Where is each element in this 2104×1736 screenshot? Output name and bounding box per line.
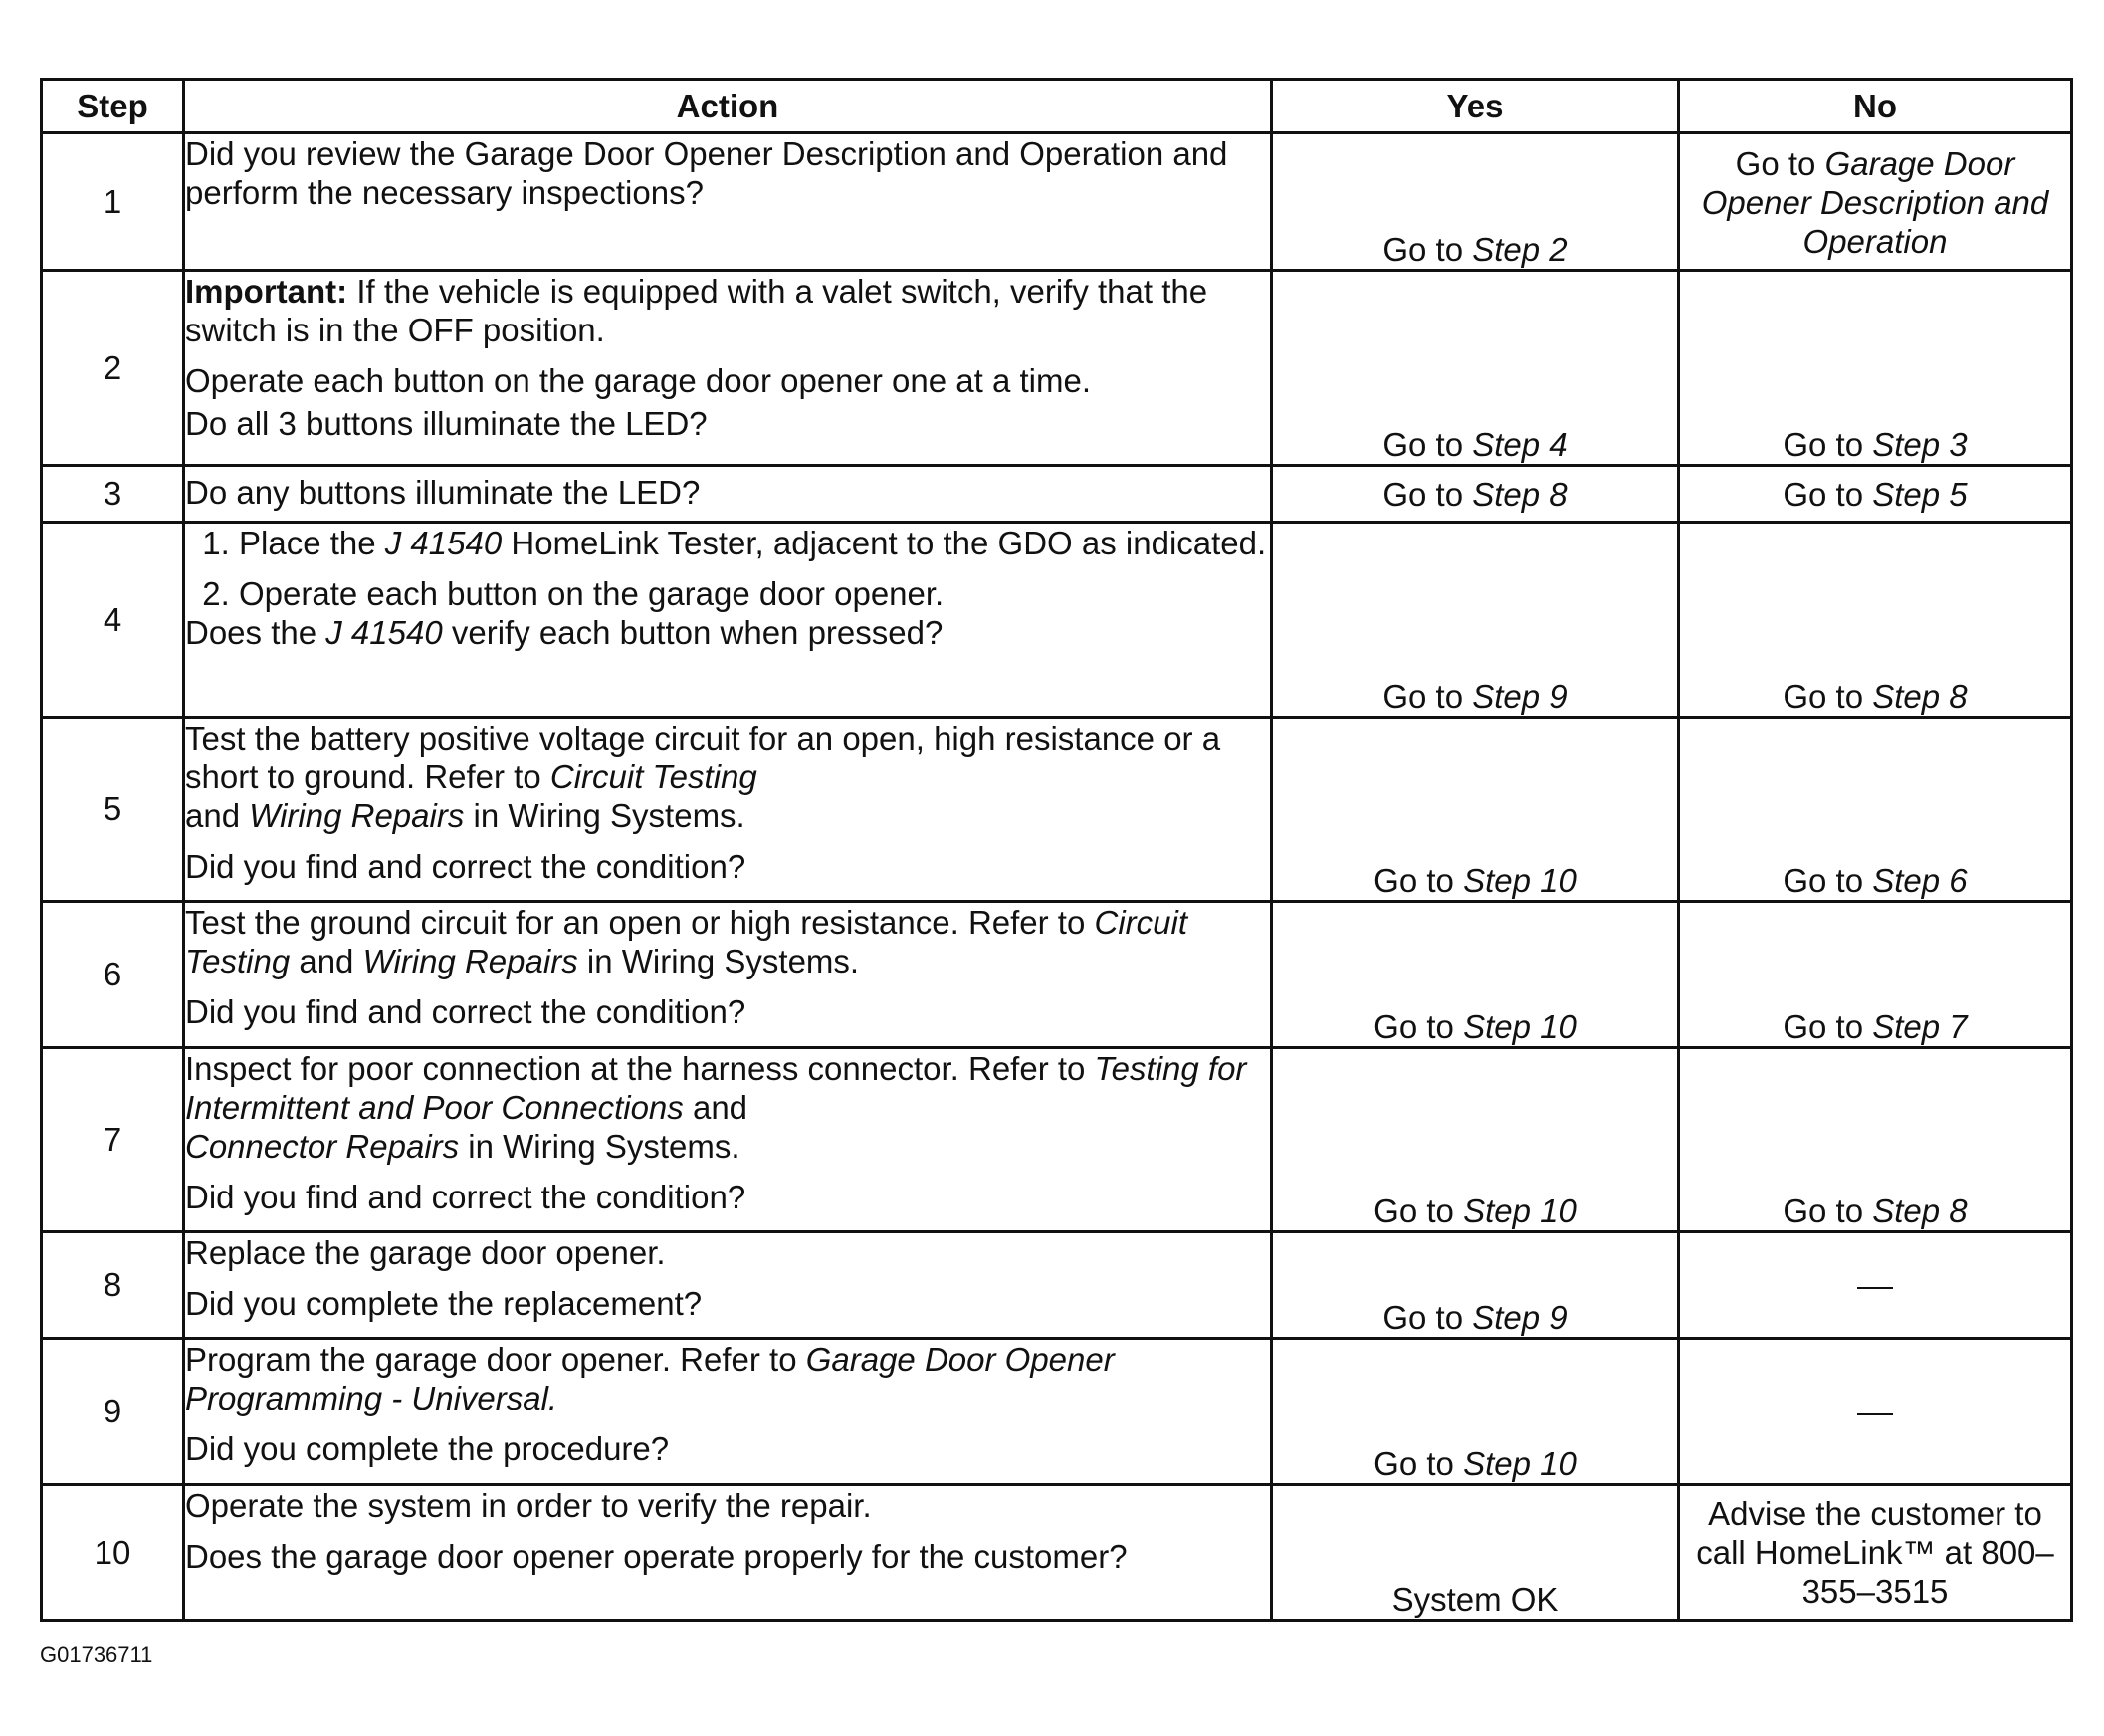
procedure-item: [239, 524, 1270, 562]
yes-cell: [1272, 466, 1679, 523]
reference-link[interactable]: Circuit Testing: [185, 904, 1188, 979]
no-reference-link[interactable]: Garage Door Opener Description and Operation: [1701, 145, 2049, 260]
procedure-item: [239, 574, 1270, 613]
procedure-text: HomeLink Tester, adjacent to the GDO as indicated.: [502, 525, 1267, 561]
action-question: Did you complete the replacement?: [185, 1285, 703, 1322]
step-number: 1: [42, 133, 184, 271]
yes-prefix: Go to: [1373, 1445, 1464, 1482]
action-question: Did you find and correct the condition?: [185, 848, 746, 885]
reference-link[interactable]: Testing for Intermittent and Poor Connections: [185, 1050, 1247, 1126]
action-text: [185, 903, 1270, 980]
no-step-link[interactable]: Step 5: [1872, 475, 1968, 513]
yes-result: System OK: [1391, 1581, 1559, 1618]
yes-step-link[interactable]: Step 4: [1472, 426, 1568, 463]
action-text-part: Inspect for poor connection at the harness connector. Refer to: [185, 1050, 1095, 1087]
header-no: No: [1679, 80, 2072, 133]
header-action: Action: [184, 80, 1272, 133]
action-cell: [184, 902, 1272, 1048]
yes-prefix: Go to: [1382, 678, 1473, 715]
no-cell: [1679, 523, 2072, 718]
step-number: 7: [42, 1048, 184, 1232]
yes-prefix: Go to: [1382, 231, 1473, 268]
yes-prefix: Go to: [1373, 862, 1464, 899]
action-text-part: Program the garage door opener. Refer to: [185, 1341, 806, 1378]
no-prefix: Go to: [1783, 475, 1873, 513]
yes-cell: [1272, 133, 1679, 271]
table-row: [42, 1048, 2072, 1232]
no-prefix: Go to: [1783, 1008, 1873, 1045]
no-step-link[interactable]: Step 8: [1872, 678, 1968, 715]
important-text: If the vehicle is equipped with a valet switch, verify that the switch is in the OFF position.: [185, 273, 1208, 348]
diagnostic-table: [40, 78, 2073, 1622]
yes-step-link[interactable]: Step 8: [1472, 475, 1568, 513]
no-step-link[interactable]: Step 7: [1872, 1008, 1968, 1045]
yes-cell: [1272, 1339, 1679, 1485]
no-cell: [1679, 1232, 2072, 1339]
step-number: 8: [42, 1232, 184, 1339]
action-text: Did you review the Garage Door Opener Description and Operation and perform the necessary inspections?: [185, 135, 1228, 211]
action-cell: [184, 1048, 1272, 1232]
action-text: [185, 1340, 1270, 1417]
yes-step-link[interactable]: Step 9: [1472, 678, 1568, 715]
no-cell: [1679, 271, 2072, 466]
no-step-link[interactable]: Step 3: [1872, 426, 1968, 463]
action-question: [185, 613, 1270, 652]
action-text: [185, 719, 1270, 835]
table-row: [42, 523, 2072, 718]
yes-step-link[interactable]: Step 10: [1463, 1008, 1577, 1045]
action-cell: [184, 1232, 1272, 1339]
yes-cell: [1272, 718, 1679, 902]
yes-cell: [1272, 1485, 1679, 1621]
table-row: [42, 1339, 2072, 1485]
no-cell: [1679, 466, 2072, 523]
step-number: 10: [42, 1485, 184, 1621]
tool-number: J 41540: [325, 614, 443, 651]
action-text-part: and: [290, 943, 363, 979]
no-prefix: Go to: [1783, 862, 1873, 899]
procedure-text: Place the: [239, 525, 385, 561]
yes-step-link[interactable]: Step 10: [1463, 1193, 1577, 1229]
reference-link[interactable]: Wiring Repairs: [362, 943, 578, 979]
important-note: [185, 272, 1270, 349]
no-cell: [1679, 718, 2072, 902]
reference-link[interactable]: Connector Repairs: [185, 1128, 460, 1165]
action-text-part: in Wiring Systems.: [459, 1128, 740, 1165]
table-row: [42, 133, 2072, 271]
yes-prefix: Go to: [1382, 426, 1473, 463]
yes-cell: [1272, 1232, 1679, 1339]
no-cell: [1679, 1048, 2072, 1232]
table-row: [42, 902, 2072, 1048]
action-question: Did you find and correct the condition?: [185, 1179, 746, 1215]
action-cell: [184, 1339, 1272, 1485]
yes-step-link[interactable]: Step 9: [1472, 1299, 1568, 1336]
action-text-part: and: [683, 1089, 748, 1126]
yes-cell: [1272, 902, 1679, 1048]
step-number: 2: [42, 271, 184, 466]
question-text: verify each button when pressed?: [442, 614, 944, 651]
action-text-part: Test the battery positive voltage circuit for an open, high resistance or a short to ground. Refer to: [185, 720, 1221, 795]
action-cell: [184, 466, 1272, 523]
table-row: [42, 271, 2072, 466]
no-step-link[interactable]: Step 8: [1872, 1193, 1968, 1229]
action-cell: [184, 718, 1272, 902]
no-prefix: Go to: [1783, 678, 1873, 715]
no-step-link[interactable]: Step 6: [1872, 862, 1968, 899]
no-prefix: Go to: [1735, 145, 1825, 182]
table-row: [42, 1232, 2072, 1339]
yes-prefix: Go to: [1373, 1008, 1464, 1045]
step-number: 5: [42, 718, 184, 902]
procedure-list: [185, 524, 1270, 613]
step-number: 4: [42, 523, 184, 718]
yes-step-link[interactable]: Step 10: [1463, 862, 1577, 899]
step-number: 6: [42, 902, 184, 1048]
step-number: 3: [42, 466, 184, 523]
action-text-part: in Wiring Systems.: [577, 943, 860, 979]
action-question: Do all 3 buttons illuminate the LED?: [185, 405, 708, 442]
no-prefix: Go to: [1783, 426, 1873, 463]
reference-link[interactable]: Garage Door Opener Programming - Universal.: [185, 1341, 1115, 1416]
table-row: [42, 718, 2072, 902]
action-cell: [184, 1485, 1272, 1621]
reference-link[interactable]: Circuit Testing: [549, 759, 757, 795]
important-label: Important:: [185, 273, 348, 310]
action-question: Did you find and correct the condition?: [185, 993, 746, 1030]
header-yes: Yes: [1272, 80, 1679, 133]
action-text: Replace the garage door opener.: [185, 1234, 666, 1271]
tool-number: J 41540: [384, 525, 503, 561]
no-result: Advise the customer to call HomeLink™ at 800–355–3515: [1696, 1495, 2054, 1610]
action-cell: [184, 523, 1272, 718]
header-row: [42, 80, 2072, 133]
no-cell: [1679, 1485, 2072, 1621]
action-text-part: in Wiring Systems.: [464, 797, 745, 834]
table-row: [42, 466, 2072, 523]
action-question: Did you complete the procedure?: [185, 1430, 670, 1467]
not-applicable-dash: [1857, 1413, 1893, 1415]
no-cell: [1679, 1339, 2072, 1485]
no-cell: [1679, 902, 2072, 1048]
yes-cell: [1272, 523, 1679, 718]
action-text: [185, 1049, 1270, 1166]
procedure-text: Operate each button on the garage door opener.: [239, 575, 945, 612]
action-cell: [184, 271, 1272, 466]
no-prefix: Go to: [1783, 1193, 1873, 1229]
not-applicable-dash: [1857, 1287, 1893, 1289]
action-question: Does the garage door opener operate properly for the customer?: [185, 1538, 1128, 1575]
action-text-part: and: [185, 797, 250, 834]
yes-cell: [1272, 1048, 1679, 1232]
yes-step-link[interactable]: Step 2: [1472, 231, 1568, 268]
table-row: [42, 1485, 2072, 1621]
action-text: Operate each button on the garage door opener one at a time.: [185, 362, 1091, 399]
action-text: Do any buttons illuminate the LED?: [185, 474, 701, 511]
yes-cell: [1272, 271, 1679, 466]
step-number: 9: [42, 1339, 184, 1485]
figure-code: G01736711: [40, 1642, 153, 1667]
action-text: Operate the system in order to verify the repair.: [185, 1487, 872, 1524]
yes-prefix: Go to: [1382, 475, 1473, 513]
action-cell: [184, 133, 1272, 271]
reference-link[interactable]: Wiring Repairs: [249, 797, 465, 834]
no-cell: [1679, 133, 2072, 271]
yes-step-link[interactable]: Step 10: [1463, 1445, 1577, 1482]
action-text-part: Test the ground circuit for an open or high resistance. Refer to: [185, 904, 1095, 941]
yes-prefix: Go to: [1382, 1299, 1473, 1336]
header-step: Step: [42, 80, 184, 133]
yes-prefix: Go to: [1373, 1193, 1464, 1229]
question-text: Does the: [185, 614, 326, 651]
